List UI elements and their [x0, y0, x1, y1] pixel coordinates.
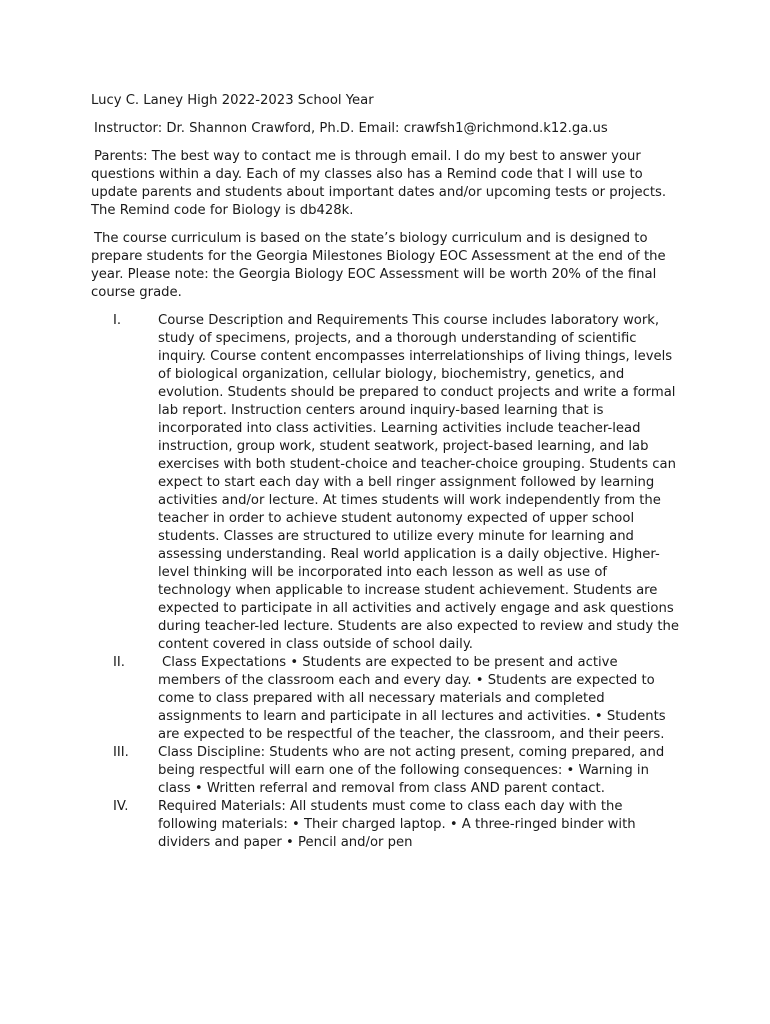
- document-header: Lucy C. Laney High 2022-2023 School Year: [91, 93, 374, 108]
- section-item-class-discipline: [91, 744, 681, 798]
- document-page: [91, 92, 681, 852]
- curriculum-paragraph: The course curriculum is based on the state’s biology curriculum and is designed to prepare students for the Georgia Milestones Biology EOC Assessment at the end of the year. Please note: the Georgia Biology EOC Assessment will be worth 20% of the final course grade.: [91, 231, 666, 300]
- instructor-line: Instructor: Dr. Shannon Crawford, Ph.D. Email: crawfsh1@richmond.k12.ga.us: [94, 121, 608, 136]
- section-numeral: IV.: [113, 799, 129, 814]
- section-text: Required Materials: All students must come to class each day with the following materials: • Their charged laptop. • A three-ringed binder with dividers and paper • Pencil and/or pen: [158, 799, 636, 850]
- parents-paragraph: Parents: The best way to contact me is through email. I do my best to answer your questions within a day. Each of my classes also has a Remind code that I will use to update parents and students about important dates and/or upcoming tests or projects. The Remind code for Biology is db428k.: [91, 149, 667, 218]
- section-item-course-description: [91, 312, 681, 654]
- section-numeral: I.: [113, 313, 122, 328]
- section-text: Class Discipline: Students who are not acting present, coming prepared, and being respectful will earn one of the following consequences: • Warning in class • Written referral and removal from class AND parent contact.: [158, 745, 665, 796]
- section-numeral: II.: [113, 655, 125, 670]
- section-item-required-materials: [91, 798, 681, 852]
- section-item-class-expectations: [91, 654, 681, 744]
- section-list: [91, 312, 681, 852]
- section-text: Course Description and Requirements This course includes laboratory work, study of specimens, projects, and a thorough understanding of scientific inquiry. Course content encompasses interrelationships of living things, levels of biological organization, cellular biology, biochemistry, genetics, and evolution. Students should be prepared to conduct projects and write a formal lab report. Instruction centers around inquiry-based learning that is incorporated into class activities. Learning activities include teacher-lead instruction, group work, student seatwork, project-based learning, and lab exercises with both student-choice and teacher-choice grouping. Students can expect to start each day with a bell ringer assignment followed by learning activities and/or lecture. At times students will work independently from the teacher in order to achieve student autonomy expected of upper school students. Classes are structured to utilize every minute for learning and assessing understanding. Real world application is a daily objective. Higher-level thinking will be incorporated into each lesson as well as use of technology when applicable to increase student achievement. Students are expected to participate in all activities and actively engage and ask questions during teacher-led lecture. Students are also expected to review and study the content covered in class outside of school daily.: [158, 313, 679, 652]
- section-numeral: III.: [113, 745, 129, 760]
- section-text: Class Expectations • Students are expected to be present and active members of the classroom each and every day. • Students are expected to come to class prepared with all necessary materials and completed assignments to learn and participate in all lectures and activities. • Students are expected to be respectful of the teacher, the classroom, and their peers.: [158, 655, 666, 742]
